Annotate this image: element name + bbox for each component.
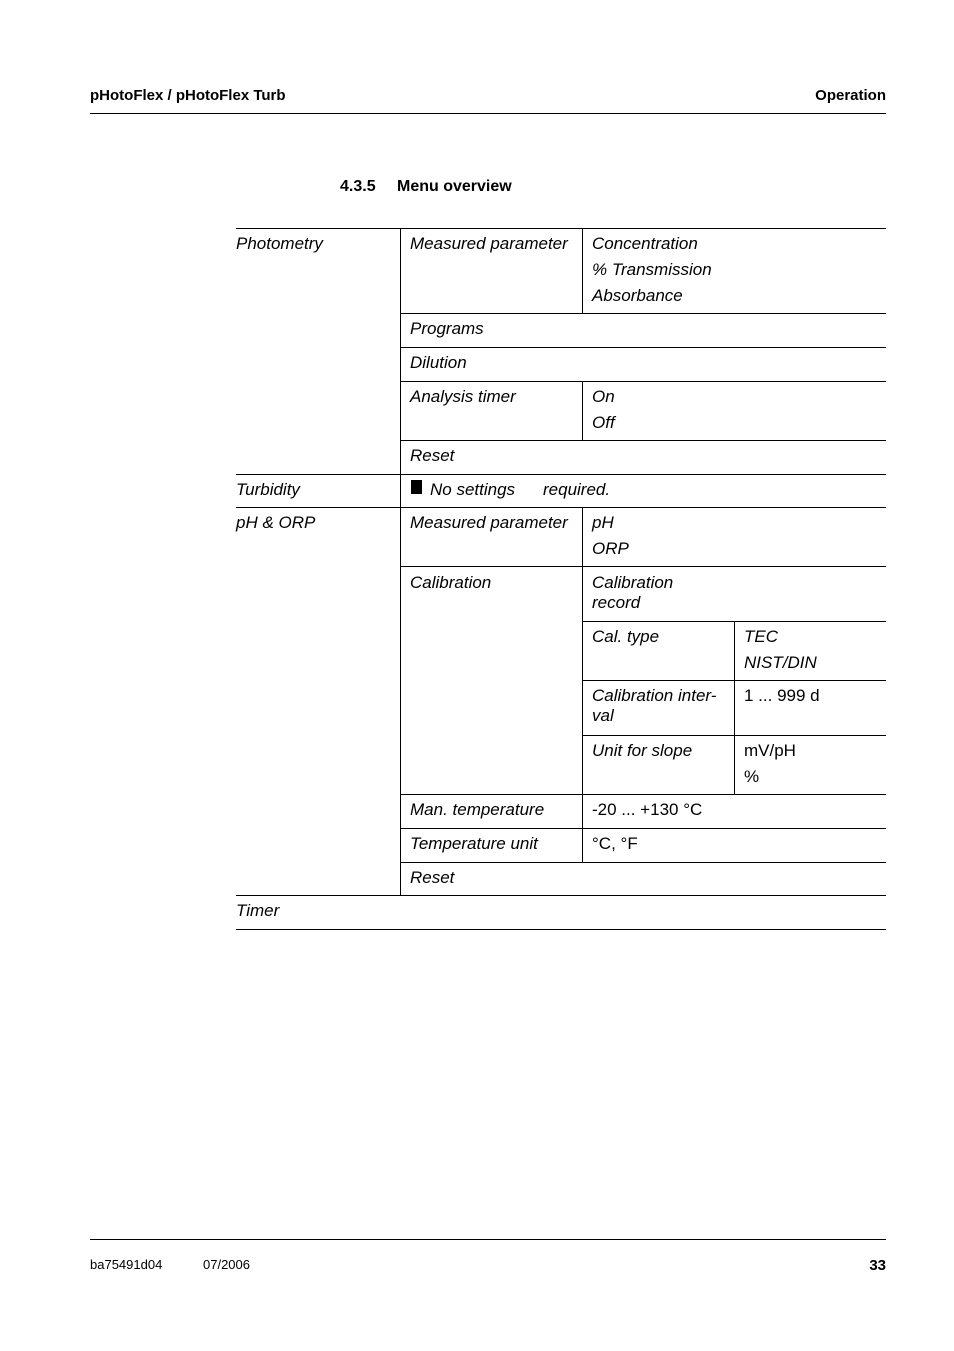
section-title: Menu overview	[397, 178, 512, 195]
calibration-record-line2: record	[592, 593, 641, 612]
header-rule	[90, 113, 886, 114]
table-rule	[400, 440, 886, 441]
table-rule	[400, 347, 886, 348]
table-rule	[236, 507, 886, 508]
table-rule	[236, 895, 886, 896]
ph-measured-parameter: Measured parameter	[410, 513, 568, 532]
option-off: Off	[592, 413, 615, 432]
option-orp: ORP	[592, 539, 629, 558]
ph-calibration: Calibration	[410, 573, 492, 592]
photometry-analysis-timer: Analysis timer	[410, 387, 516, 406]
cal-type: Cal. type	[592, 627, 660, 646]
table-rule	[400, 313, 886, 314]
unit-for-slope-options	[744, 741, 796, 793]
ph-reset: Reset	[410, 868, 455, 887]
table-column-rule	[400, 228, 401, 895]
menu-photometry: Photometry	[236, 234, 323, 253]
table-rule	[400, 566, 886, 567]
photometry-measured-parameter: Measured parameter	[410, 234, 568, 253]
menu-ph-orp: pH & ORP	[236, 513, 316, 532]
menu-timer: Timer	[236, 901, 280, 920]
man-temperature: Man. temperature	[410, 800, 545, 819]
photometry-parameter-options	[592, 234, 712, 312]
cal-type-options	[744, 627, 817, 679]
table-rule	[400, 828, 886, 829]
option-absorbance: Absorbance	[592, 286, 683, 305]
calibration-interval-line2: val	[592, 706, 614, 725]
option-tec: TEC	[744, 627, 778, 646]
footer-doc-id: ba75491d04	[90, 1257, 163, 1272]
photometry-reset: Reset	[410, 446, 455, 465]
photometry-programs: Programs	[410, 319, 484, 338]
option-on: On	[592, 387, 615, 406]
option-ph: pH	[592, 513, 614, 532]
page-number: 33	[869, 1257, 886, 1274]
option-mv-ph: mV/pH	[744, 741, 796, 760]
table-rule	[236, 929, 886, 930]
table-rule	[400, 862, 886, 863]
table-rule	[400, 794, 886, 795]
running-header-chapter: Operation	[815, 87, 886, 104]
turbidity-note-a: No settings	[430, 480, 516, 499]
table-rule	[400, 381, 886, 382]
temperature-unit-options: °C, °F	[592, 834, 638, 853]
option-percent: %	[744, 767, 760, 786]
note-bullet-icon	[411, 480, 422, 494]
menu-turbidity: Turbidity	[236, 480, 300, 499]
calibration-record	[592, 573, 673, 613]
man-temperature-range: -20 ... +130 °C	[592, 800, 703, 819]
unit-for-slope: Unit for slope	[592, 741, 693, 760]
table-rule	[236, 228, 886, 229]
table-column-rule	[582, 228, 583, 313]
table-rule	[236, 474, 886, 475]
calibration-interval	[592, 686, 716, 726]
option-transmission: % Transmission	[592, 260, 712, 279]
calibration-record-line1: Calibration	[592, 573, 674, 592]
running-header-title: pHotoFlex / pHotoFlex Turb	[90, 87, 286, 104]
calibration-interval-value: 1 ... 999 d	[744, 686, 820, 705]
analysis-timer-options	[592, 387, 615, 439]
calibration-interval-line1: Calibration inter-	[592, 686, 717, 705]
option-nist-din: NIST/DIN	[744, 653, 817, 672]
option-concentration: Concentration	[592, 234, 698, 253]
turbidity-note-b: required.	[543, 480, 611, 499]
ph-parameter-options	[592, 513, 629, 565]
footer-rule	[90, 1239, 886, 1240]
table-column-rule	[734, 621, 735, 794]
table-column-rule	[582, 507, 583, 862]
photometry-dilution: Dilution	[410, 353, 467, 372]
temperature-unit: Temperature unit	[410, 834, 538, 853]
table-column-rule	[582, 381, 583, 440]
section-number: 4.3.5	[340, 178, 376, 195]
footer-date: 07/2006	[203, 1257, 250, 1272]
